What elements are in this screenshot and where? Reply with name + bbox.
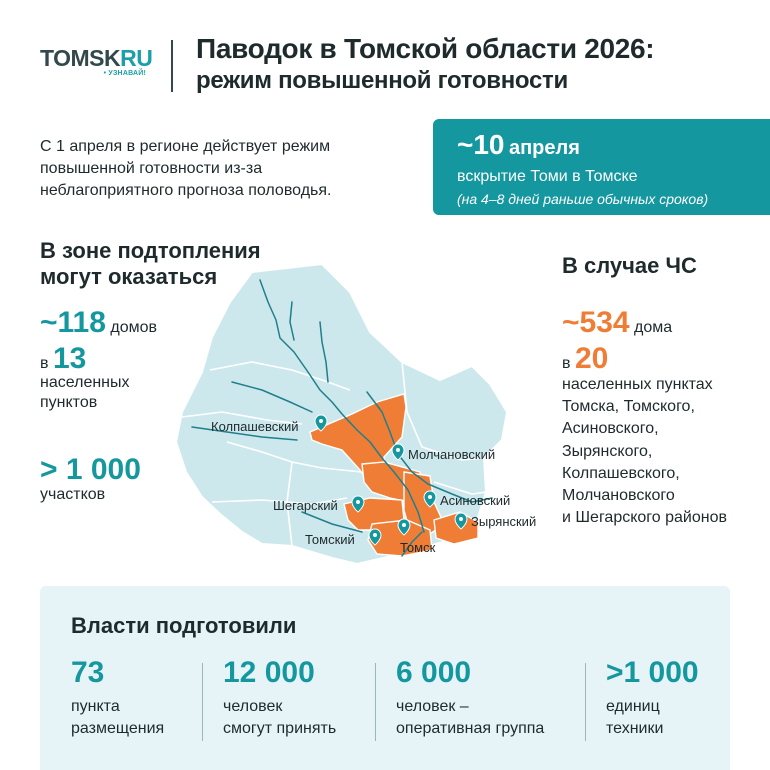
page-subtitle: режим повышенной готовности [196,67,568,94]
flood-settlements-stat: в 13 [40,342,87,375]
breakup-note: (на 4–8 дней раньше обычных сроков) [457,191,709,207]
prepared-resources-panel [40,586,730,770]
stat-divider [202,663,203,741]
emergency-houses-stat: ~534 дома [562,306,673,339]
breakup-date: ~10 апреля [457,129,580,160]
label-shegarka: Шегарский [273,498,338,513]
label-tomsk: Томск [400,540,436,555]
label-zyryanka: Зырянский [471,514,537,529]
flood-plots-stat: > 1 000 [40,453,141,486]
logo [40,45,153,77]
logo-text: TOMSKRU [40,45,153,71]
flood-houses-stat: ~118 домов [40,306,158,339]
flood-settlements-label: населенных пунктов [40,374,130,411]
breakup-description: вскрытие Томи в Томске [457,168,638,185]
stat-operational-group: 6 000 человек – оперативная группа [396,656,545,737]
region-map [172,262,552,582]
label-tomsky: Томский [305,532,355,547]
prepared-title: Власти подготовили [71,613,297,638]
ice-breakup-highlight [433,119,770,215]
emergency-settlements-stat: в 20 [562,342,609,375]
stat-divider [375,663,376,741]
stat-placement-points: 73 пункта размещения [71,656,165,737]
emergency-districts-list: населенных пунктах Томска, Томского, Асиновского, Зырянского, Колпашевского, Молчановского и Шегарского районов [562,376,727,527]
label-molchanovo: Молчановский [408,447,496,462]
header-divider [171,40,173,92]
label-asino: Асиновский [440,493,511,508]
logo-tagline: • УЗНАВАЙ! [103,70,146,77]
intro-text: С 1 апреля в регионе действует режим повышенной готовности из-за неблагоприятного прогноза половодья. [40,138,332,199]
emergency-heading: В случае ЧС [562,253,697,278]
flood-plots-label: участков [40,486,106,503]
label-kolpashevo: Колпашевский [211,419,299,434]
stat-equipment: >1 000 единиц техники [606,656,699,737]
page-title: Паводок в Томской области 2026: [196,33,655,64]
stat-divider [585,663,586,741]
flood-zone-heading: В зоне подтопления могут оказаться [40,238,261,289]
stat-capacity: 12 000 человек смогут принять [223,656,337,737]
